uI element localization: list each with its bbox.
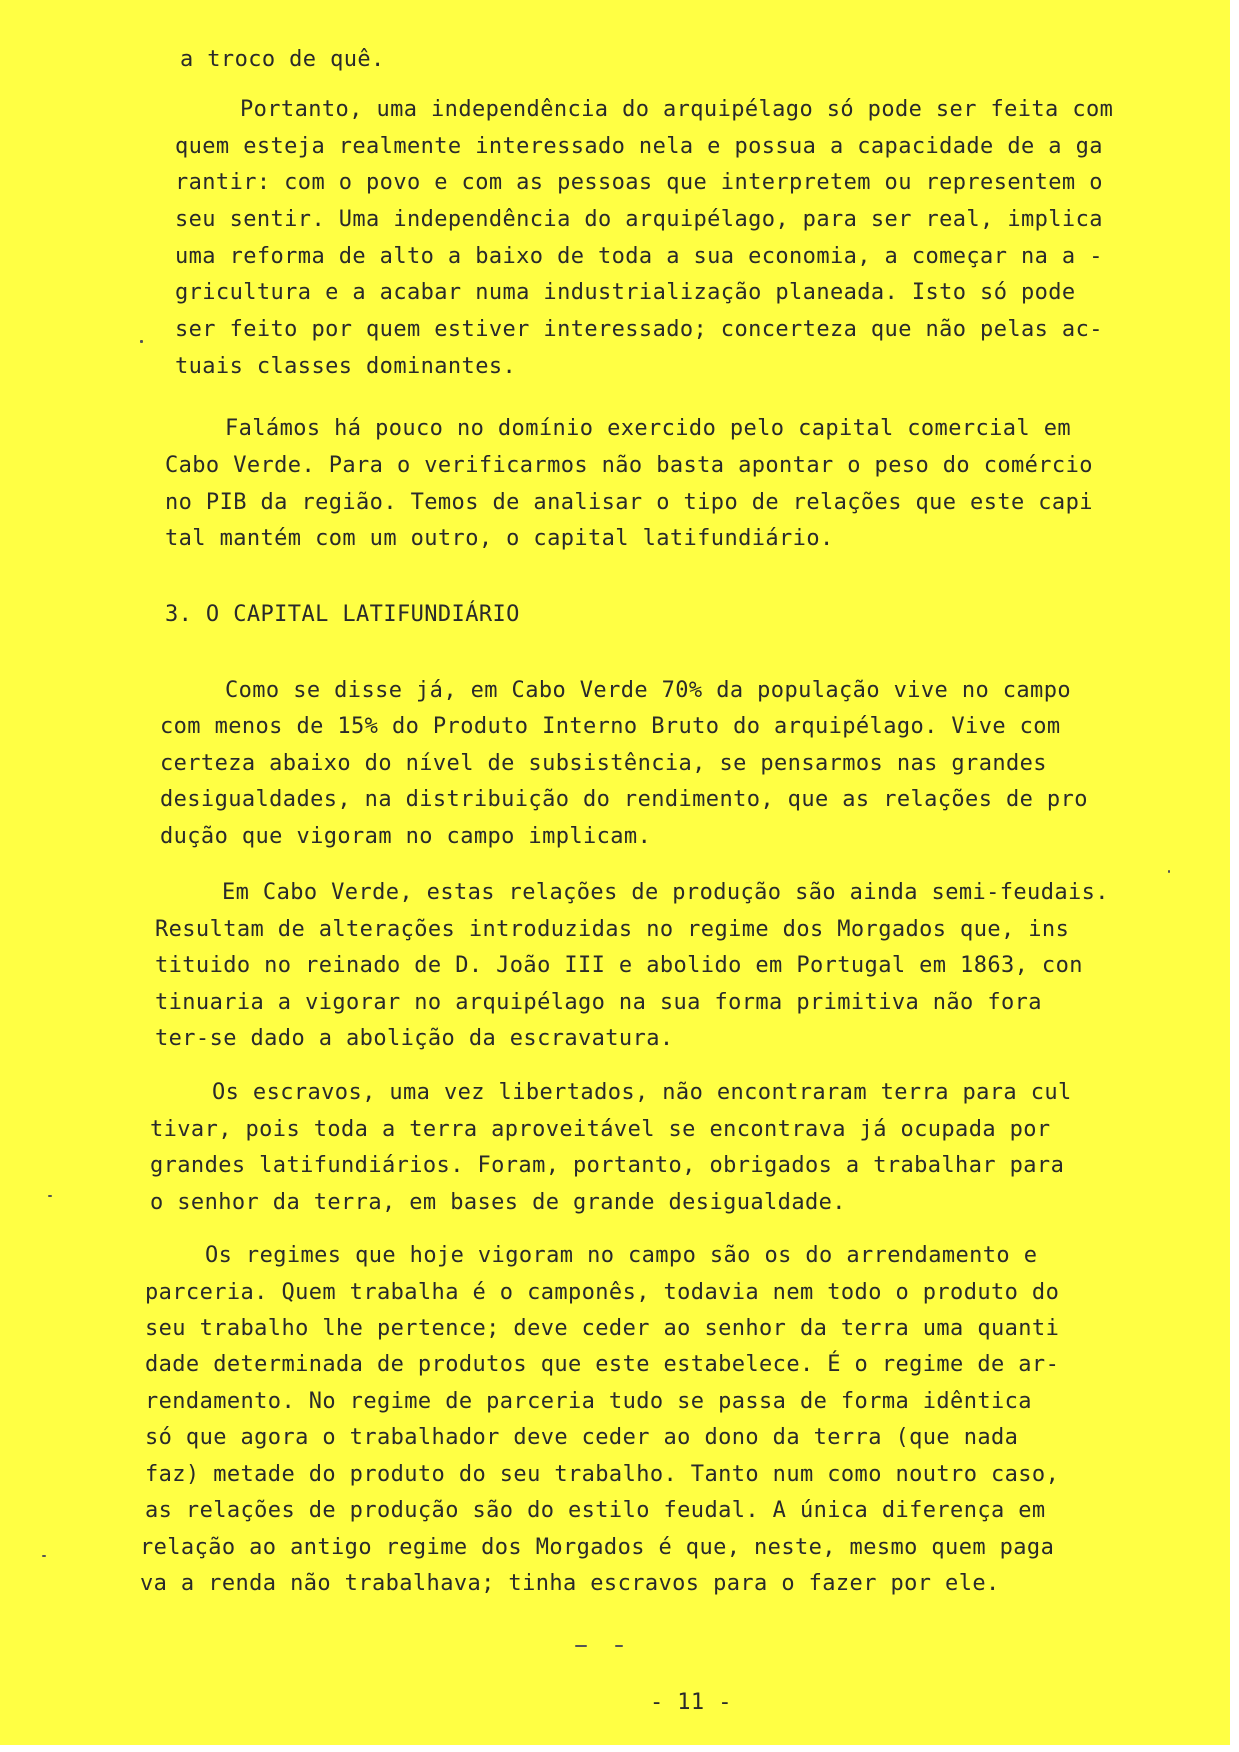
text-line: desigualdades, na distribuição do rendimento, que as relações de pro xyxy=(160,787,1088,812)
text-line: seu trabalho lhe pertence; deve ceder ao senhor da terra uma quanti xyxy=(145,1316,1060,1341)
text-line: tivar, pois toda a terra aproveitável se encontrava já ocupada por xyxy=(150,1117,1051,1142)
text-line: o senhor da terra, em bases de grande desigualdade. xyxy=(150,1190,846,1215)
text-line: no PIB da região. Temos de analisar o tipo de relações que este capi xyxy=(165,490,1093,515)
text-line: dução que vigoram no campo implicam. xyxy=(160,824,652,849)
scan-speck xyxy=(48,1195,52,1197)
text-line: gricultura e a acabar numa industrialização planeada. Isto só pode xyxy=(175,280,1076,305)
text-line: parceria. Quem trabalha é o camponês, todavia nem todo o produto do xyxy=(145,1280,1060,1305)
text-line: rendamento. No regime de parceria tudo se passa de forma idêntica xyxy=(145,1389,1032,1414)
text-line: tal mantém com um outro, o capital latifundiário. xyxy=(165,526,834,551)
text-line: va a renda não trabalhava; tinha escravos para o fazer por ele. xyxy=(140,1571,1000,1596)
text-line: seu sentir. Uma independência do arquipélago, para ser real, implica xyxy=(175,207,1103,232)
scan-speck xyxy=(140,340,143,343)
intro-line: a troco de quê. xyxy=(180,47,385,72)
text-line: com menos de 15% do Produto Interno Bruto do arquipélago. Vive com xyxy=(160,714,1061,739)
text-line: Resultam de alterações introduzidas no regime dos Morgados que, ins xyxy=(155,917,1070,942)
text-line: dade determinada de produtos que este estabelece. É o regime de ar- xyxy=(145,1352,1060,1377)
text-line: ter-se dado a abolição da escravatura. xyxy=(155,1026,674,1051)
text-line: tinuaria a vigorar no arquipélago na sua forma primitiva não fora xyxy=(155,990,1042,1015)
text-line: Os regimes que hoje vigoram no campo são os do arrendamento e xyxy=(205,1243,1038,1268)
text-line: quem esteja realmente interessado nela e possua a capacidade de a ga xyxy=(175,134,1103,159)
text-line: Portanto, uma independência do arquipélago só pode ser feita com xyxy=(240,97,1114,122)
text-line: grandes latifundiários. Foram, portanto, obrigados a trabalhar para xyxy=(150,1153,1065,1178)
text-line: uma reforma de alto a baixo de toda a sua economia, a começar na a - xyxy=(175,244,1103,269)
text-line: Os escravos, uma vez libertados, não encontraram terra para cul xyxy=(212,1080,1072,1105)
scan-speck xyxy=(615,1645,623,1647)
scan-speck xyxy=(575,1645,587,1647)
text-line: tituido no reinado de D. João III e abolido em Portugal em 1863, con xyxy=(155,953,1083,978)
text-line: só que agora o trabalhador deve ceder ao dono da terra (que nada xyxy=(145,1425,1019,1450)
text-line: Cabo Verde. Para o verificarmos não basta apontar o peso do comércio xyxy=(165,453,1093,478)
text-line: ser feito por quem estiver interessado; concerteza que não pelas ac- xyxy=(175,317,1103,342)
scan-speck xyxy=(42,1555,46,1557)
text-line: tuais classes dominantes. xyxy=(175,354,517,379)
text-line: as relações de produção são do estilo feudal. A única diferença em xyxy=(145,1498,1046,1523)
text-line: relação ao antigo regime dos Morgados é que, neste, mesmo quem paga xyxy=(140,1535,1055,1560)
text-line: Falámos há pouco no domínio exercido pelo capital comercial em xyxy=(225,416,1071,441)
text-line: Em Cabo Verde, estas relações de produção são ainda semi-feudais. xyxy=(222,880,1109,905)
section-heading: 3. O CAPITAL LATIFUNDIÁRIO xyxy=(165,602,520,627)
page-number: - 11 - xyxy=(650,1690,732,1715)
text-line: certeza abaixo do nível de subsistência, se pensarmos nas grandes xyxy=(160,751,1047,776)
scan-speck xyxy=(1168,870,1170,873)
text-line: rantir: com o povo e com as pessoas que interpretem ou representem o xyxy=(175,170,1103,195)
text-line: Como se disse já, em Cabo Verde 70% da população vive no campo xyxy=(225,678,1071,703)
text-line: faz) metade do produto do seu trabalho. Tanto num como noutro caso, xyxy=(145,1462,1060,1487)
